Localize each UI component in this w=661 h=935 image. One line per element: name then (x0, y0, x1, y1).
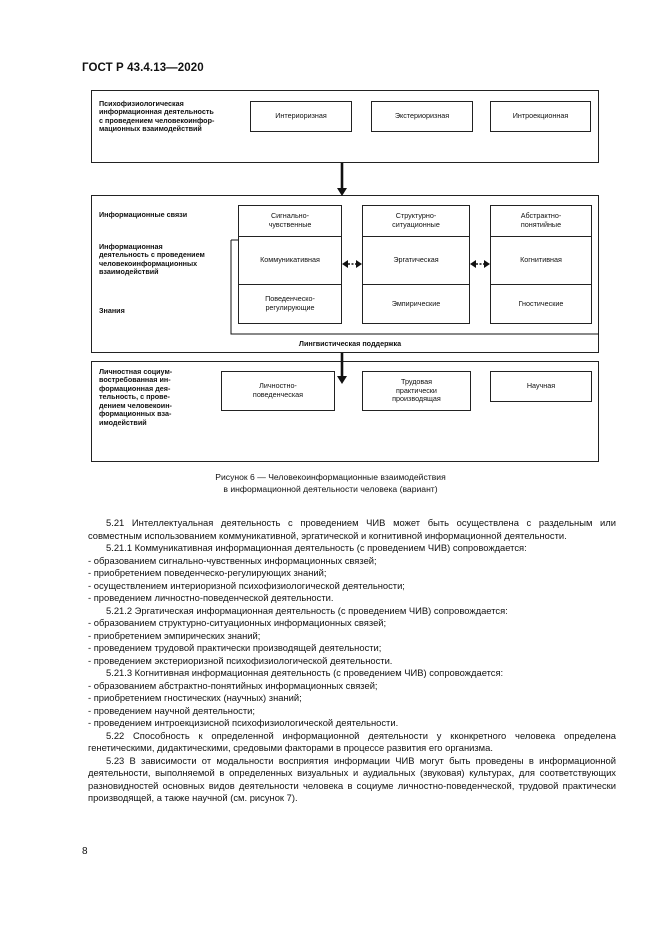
column-knowledge-line: Поведенческо- (265, 294, 315, 304)
row-label-line: человекоинформационных (99, 258, 198, 268)
list-item: - проведением личностно-поведенческой деятельности. (88, 592, 334, 603)
top-label-line: с проведением человекоинфор- (99, 115, 215, 125)
row-label-line: Информационная (99, 242, 163, 251)
list-item: - проведением интроекцизисной психофизиологической деятельности. (88, 717, 399, 728)
paragraph-5-22: 5.22 Способность к определенной информационной деятельности у кконкретного человека определена генетическими, дидактическими, средовыми факторами в процессе развития его организма. (88, 729, 616, 753)
column-header-line: понятийные (520, 220, 562, 229)
box-line: поведенческая (252, 390, 304, 399)
box-line: Трудовая (400, 377, 433, 387)
list-item: - образованием сигнально-чувственных информационных связей; (88, 554, 377, 566)
column-header-line: чувственные (268, 220, 312, 229)
top-label-line: Психофизиологическая (99, 99, 184, 108)
paragraph-5-21-2: 5.21.2 Эргатическая информационная деятельность (с проведением ЧИВ) сопровождается: (106, 604, 508, 616)
column-header (363, 206, 469, 236)
bottom-label-line: имодействий (99, 417, 147, 427)
list-item: - осуществлением интериоризной психофизиологической деятельности; (88, 579, 405, 591)
column-activity: Когнитивная (520, 254, 562, 264)
box-line: Личностно- (259, 381, 297, 391)
list-item: - образованием структурно-ситуационных информационных связей; (88, 617, 387, 628)
column-header-line: ситуационные (392, 220, 440, 229)
bottom-label-line: востребованная ин- (99, 375, 171, 385)
list-item: - образованием абстрактно-понятийных информационных связей; (88, 679, 378, 691)
box-line: производящая (392, 394, 441, 404)
list-item: - приобретением гностических (научных) знаний; (88, 692, 302, 703)
bottom-label-line: дением человекоин- (99, 400, 172, 410)
document-header: ГОСТ Р 43.4.13—2020 (82, 62, 204, 74)
caption-line: в информационной деятельности человека (вариант) (223, 483, 438, 494)
column-abstract (490, 205, 592, 324)
box-line: практически (396, 385, 437, 395)
list-item: - проведением экстериоризной психофизиологической деятельности. (88, 654, 393, 666)
column-header (491, 206, 591, 236)
top-label-line: информационная деятельность (99, 107, 214, 117)
paragraph-5-21-1: 5.21.1 Коммуникативная информационная деятельность (с проведением ЧИВ) сопровождается: (106, 542, 527, 553)
row-label-activity (99, 243, 239, 277)
column-header-line: Абстрактно- (520, 211, 562, 221)
row-label-links: Информационные связи (99, 210, 188, 219)
list-item: - проведением трудовой практически производящей деятельности; (88, 642, 382, 653)
bottom-label-line: тельность, с прове- (99, 392, 170, 402)
list-item: - приобретением поведенческо-регулирующих знаний; (88, 567, 327, 578)
column-activity: Эргатическая (393, 254, 439, 264)
row-label-line: взаимодействий (99, 267, 159, 277)
bottom-label-line: Личностная социум- (99, 367, 173, 376)
scientific-box: Научная (490, 371, 592, 402)
paragraph-5-21-3: 5.21.3 Когнитивная информационная деятельность (с проведением ЧИВ) сопровождается: (106, 667, 504, 678)
labor-box (362, 371, 471, 411)
introjection-box: Интроекционная (490, 101, 591, 132)
column-knowledge-line: регулирующие (265, 303, 315, 312)
column-activity: Коммуникативная (260, 254, 320, 264)
bottom-label-line: формационная дея- (99, 383, 171, 393)
paragraph-5-21: 5.21 Интеллектуальная деятельность с проведением ЧИВ может быть осуществлена с раздельным или совместным использованием коммуникативной, эргатической и когнитивной информационной деятельности. (88, 517, 616, 541)
linguistic-support-label: Лингвистическая поддержка (298, 339, 402, 348)
top-label-line: мационных взаимодействий (99, 124, 202, 134)
figure-caption (0, 472, 661, 495)
interior-box: Интериоризная (250, 101, 352, 132)
column-structural (362, 205, 470, 324)
column-header-line: Структурно- (395, 211, 437, 221)
column-header-line: Сигнально- (270, 211, 310, 221)
row-label-line: деятельность с проведением (99, 250, 205, 260)
column-knowledge: Эмпирические (391, 298, 441, 308)
list-item: - приобретением эмпирических знаний; (88, 629, 261, 641)
caption-line: Рисунок 6 — Человекоинформационные взаимодействия (215, 472, 446, 482)
column-header (239, 206, 341, 236)
column-sensory (238, 205, 342, 324)
list-item: - проведением научной деятельности; (88, 704, 255, 716)
row-label-knowledge: Знания (99, 306, 125, 315)
body-text (88, 517, 616, 805)
column-knowledge (239, 284, 341, 324)
exterior-box: Экстериоризная (371, 101, 473, 132)
personal-behavioral-box (221, 371, 335, 411)
page-number: 8 (82, 846, 88, 857)
paragraph-5-23: 5.23 В зависимости от модальности восприятия информации ЧИВ могут быть проведены в информационной деятельности, выполняемой в определенных визуальных и аудиальных (звуковая) культурах, для соответствующих разновидностей основных видов деятельности человека в социуме личностно-поведенческой, трудовой практически производящей, а также научной (см. рисунок 7). (88, 754, 616, 803)
column-knowledge: Гностические (518, 298, 564, 308)
bottom-label (99, 368, 209, 427)
top-label (99, 100, 249, 134)
bottom-label-line: формационных вза- (99, 409, 172, 419)
